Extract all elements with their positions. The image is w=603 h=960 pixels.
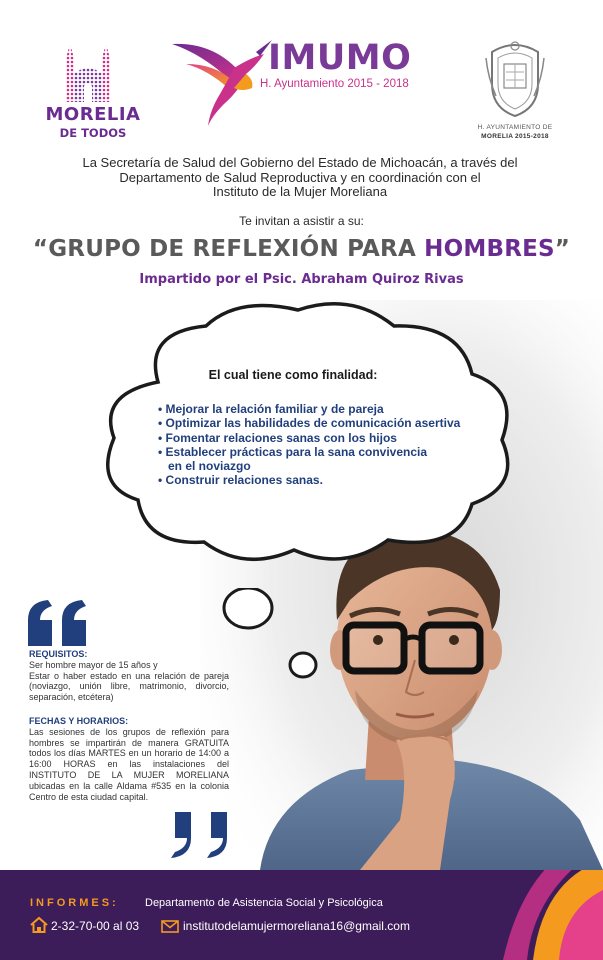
hummingbird-icon <box>172 30 272 126</box>
requirements-line: Estar o haber estado en una relación de pareja (noviazgo, unión libre, matrimonio, divorcio, separación, etcétera) <box>29 670 229 703</box>
invite-text: Te invitan a asistir a su: <box>239 214 364 228</box>
schedule-body: Las sesiones de los grupos de reflexión para hombres se impartirán de manera GRATUITA todos los días MARTES en un horario de 14:00 a 16:00 HORAS en las instalaciones del INSTITUTO DE LA MUJER MORELIANA ubicadas en la calle Aldama #535 en la colonia Centro de esta ciudad capital. <box>29 726 229 802</box>
intro-line: Instituto de la Mujer Moreliana <box>212 184 388 199</box>
house-icon <box>30 916 48 934</box>
seal-caption-top: H. AYUNTAMIENTO DE <box>477 124 553 131</box>
list-item: • Fomentar relaciones sanas con los hijos <box>158 430 397 445</box>
info-department: Departamento de Asistencia Social y Psicológica <box>145 897 383 909</box>
title-highlight: HOMBRES <box>424 236 555 262</box>
mail-icon <box>161 920 179 933</box>
footer-bar <box>0 870 603 960</box>
schedule-heading: FECHAS Y HORARIOS: <box>29 716 129 726</box>
title-close-quote: ” <box>554 236 571 262</box>
requirements-block <box>29 649 229 703</box>
list-item: en el noviazgo <box>158 459 251 474</box>
quote-close-icon <box>163 812 233 860</box>
intro-line: La Secretaría de Salud del Gobierno del Estado de Michoacán, a través del <box>82 155 518 170</box>
municipal-seal-logo <box>474 38 556 148</box>
morelia-wordmark: MORELIA <box>45 104 141 125</box>
bubble-heading: El cual tiene como finalidad: <box>208 368 378 382</box>
thought-bubble-tail <box>214 588 284 658</box>
thought-bubble-dot <box>286 650 320 680</box>
quote-open-icon <box>24 598 94 646</box>
seal-caption-bottom: MORELIA 2015-2018 <box>481 133 549 140</box>
goals-list <box>158 402 488 488</box>
list-item: • Optimizar las habilidades de comunicación asertiva <box>158 416 461 431</box>
phone-number[interactable]: 2-32-70-00 al 03 <box>51 919 140 933</box>
municipal-seal-icon <box>484 38 546 118</box>
requirements-line: Ser hombre mayor de 15 años y <box>29 659 158 670</box>
intro-text <box>60 156 540 200</box>
imumo-years: H. Ayuntamiento 2015 - 2018 <box>260 78 409 90</box>
info-label: INFORMES: <box>30 897 119 909</box>
morelia-tagline: DE TODOS <box>59 126 127 140</box>
event-subtitle: Impartido por el Psic. Abraham Quiroz Rivas <box>139 272 464 287</box>
imumo-logo <box>172 30 422 130</box>
email-link[interactable]: institutodelamujermoreliana16@gmail.com <box>183 919 410 933</box>
morelia-logo <box>38 40 148 145</box>
imumo-wordmark: IMUMO <box>268 38 412 78</box>
title-open-quote: “ <box>32 236 49 262</box>
morelia-towers-icon <box>62 40 114 102</box>
requirements-heading: REQUISITOS: <box>29 649 88 659</box>
list-item: • Construir relaciones sanas. <box>158 473 323 488</box>
intro-line: Departamento de Salud Reproductiva y en coordinación con el <box>119 169 481 185</box>
event-title <box>0 236 603 262</box>
flame-decoration-icon <box>463 870 603 960</box>
schedule-block <box>29 716 229 802</box>
title-main: GRUPO DE REFLEXIÓN PARA <box>48 236 425 262</box>
list-item: • Mejorar la relación familiar y de pareja <box>158 402 384 416</box>
list-item: • Establecer prácticas para la sana convivencia <box>158 444 428 459</box>
